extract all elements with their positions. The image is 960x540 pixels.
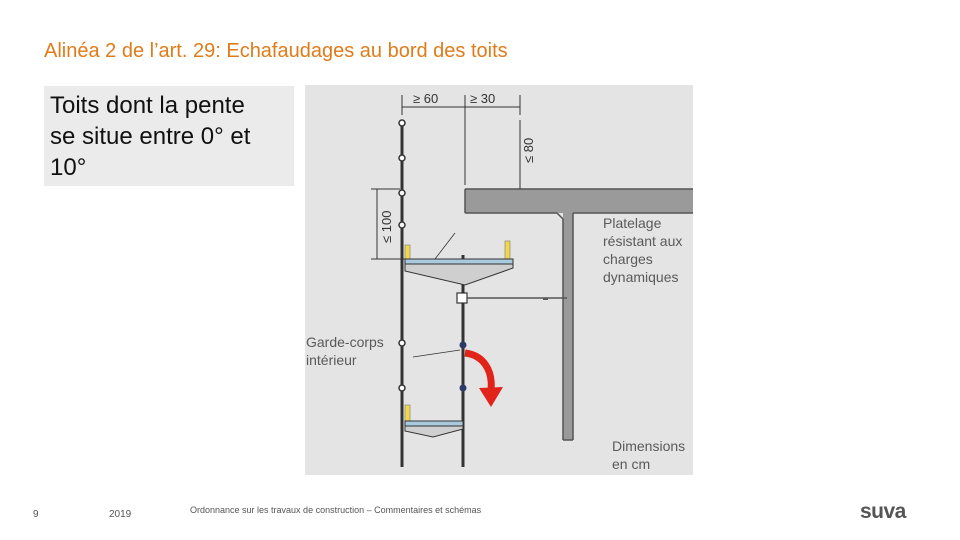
footer-year: 2019	[109, 509, 132, 520]
dim-30-label: ≥ 30	[470, 91, 496, 106]
dimensions-line-1: Dimensions	[612, 438, 686, 454]
lower-deck	[405, 405, 463, 437]
garde-corps-label	[306, 334, 384, 368]
dimensions-line-2: en cm	[612, 456, 651, 472]
dim-100-label: ≤ 100	[379, 210, 394, 243]
title-topic: : Echafaudages au bord des toits	[215, 40, 508, 62]
platelage-line-1: Platelage	[603, 215, 662, 231]
dimensions-note	[612, 438, 685, 472]
svg-text:▬: ▬	[543, 296, 548, 302]
page-number: 9	[33, 509, 39, 520]
dim-60-label: ≥ 60	[413, 91, 439, 106]
rotation-arrow	[413, 350, 503, 407]
footer-source: Ordonnance sur les travaux de construction – Commentaires et schémas	[190, 505, 482, 515]
dim-80-label: ≤ 80	[521, 137, 536, 163]
slope-textbox	[44, 86, 294, 186]
platelage-label	[603, 215, 682, 285]
scaffold-drawing	[305, 85, 693, 475]
garde-corps-line-1: Garde-corps	[306, 334, 384, 350]
platelage-line-4: dynamiques	[603, 269, 679, 285]
garde-corps-line-2: intérieur	[306, 352, 357, 368]
slope-text: Toits dont la pente se situe entre 0° et 10°	[50, 92, 251, 181]
upper-deck	[405, 233, 567, 303]
platelage-line-3: charges	[603, 251, 653, 267]
platelage-line-2: résistant aux	[603, 233, 683, 249]
suva-logo: suva	[860, 500, 906, 523]
slide-title	[44, 40, 508, 63]
title-article: Alinéa 2 de l’art. 29	[44, 40, 216, 62]
scaffold-diagram	[305, 85, 693, 475]
